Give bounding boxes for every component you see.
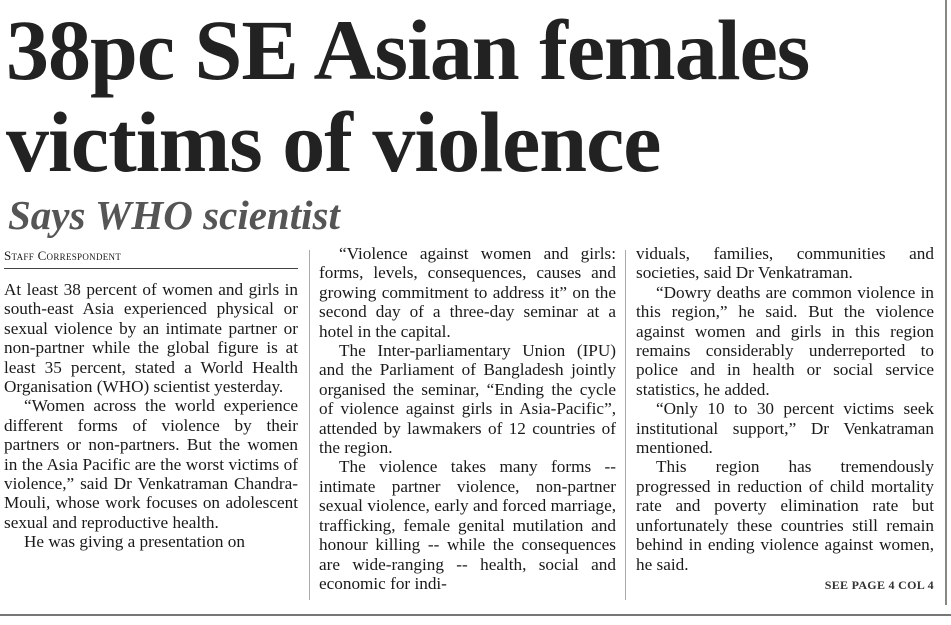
paragraph: viduals, families, communities and societies, said Dr Venkatraman. <box>636 244 934 283</box>
paragraph: At least 38 percent of women and girls in south-east Asia experienced physical or sexual violence by an intimate partner or non-partner while the global figure is at least 35 percent, stated a World Health Organisation (WHO) scientist yesterday. <box>4 280 298 397</box>
right-border-rule <box>945 0 947 605</box>
bottom-border-rule <box>0 614 951 616</box>
paragraph: The violence takes many forms -- intimate partner violence, non-partner sexual violence, early and forced marriage, trafficking, female genital mutilation and honour killing -- while the consequences are wide-ranging -- health, social and economic for indi- <box>319 457 616 593</box>
byline: Staff Correspondent <box>4 247 298 269</box>
paragraph: “Women across the world experience different forms of violence by their partners or non-partners. But the women in the Asia Pacific are the worst victims of violence,” said Dr Venkatraman Chandra-Mouli, whose work focuses on adolescent sexual and reproductive health. <box>4 396 298 532</box>
continued-on-page-note[interactable]: SEE PAGE 4 COL 4 <box>824 577 934 592</box>
article-column-2 <box>319 244 616 593</box>
column-divider-1 <box>309 250 310 600</box>
article-column-3 <box>636 244 934 594</box>
paragraph: This region has tremendously progressed in reduction of child mortality rate and poverty elimination rate but unfortunately these countries still remain behind in ending violence against women, he said. <box>636 457 934 574</box>
paragraph: The Inter-parliamentary Union (IPU) and the Parliament of Bangladesh jointly organised the seminar, “Ending the cycle of violence against girls in Asia-Pacific”, attended by lawmakers of 12 countries of the region. <box>319 341 616 458</box>
subheadline: Says WHO scientist <box>8 192 340 238</box>
paragraph: “Dowry deaths are common violence in this region,” he said. But the violence against women and girls in this region remains considerably underreported to police and in health or social service statistics, he added. <box>636 282 934 399</box>
paragraph: He was giving a presentation on <box>24 532 245 552</box>
headline: 38pc SE Asian females victims of violence <box>6 2 810 190</box>
paragraph: “Only 10 to 30 percent victims seek institutional support,” Dr Venkatraman mentioned. <box>636 399 934 458</box>
column-divider-2 <box>625 250 626 600</box>
article-column-1 <box>4 244 298 552</box>
paragraph: “Violence against women and girls: forms, levels, consequences, causes and growing commitment to address it” on the second day of a three-day seminar at a hotel in the capital. <box>319 244 616 341</box>
